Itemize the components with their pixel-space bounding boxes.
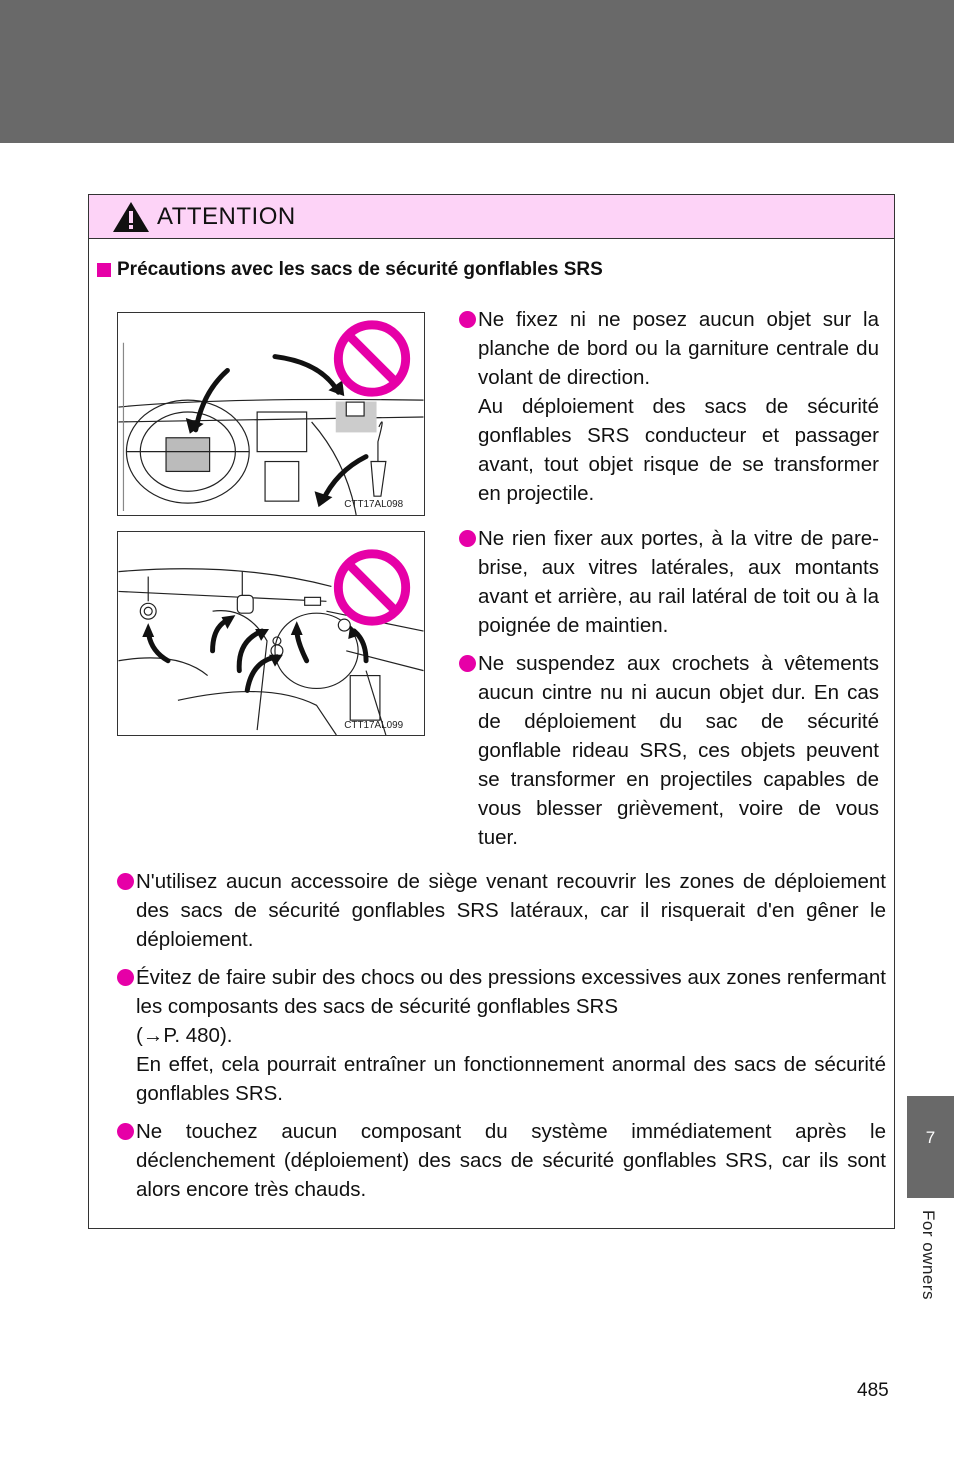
chapter-label: For owners [919,1210,938,1301]
circle-bullet-icon [459,311,476,328]
section-title [97,259,603,281]
circle-bullet-icon [117,1123,134,1140]
prohibition-icon [338,325,405,392]
circle-bullet-icon [117,969,134,986]
page-number: 485 [857,1380,889,1401]
bullet-text-continued: Au déploiement des sacs de sécurité gonflables SRS conducteur et passager avant, tout objet risque de se transformer en projectile. [478,395,879,505]
chapter-number: 7 [925,1128,936,1147]
bullet-doors [459,524,879,640]
square-bullet-icon [97,263,111,277]
warning-triangle-icon [111,200,151,234]
circle-bullet-icon [117,873,134,890]
cabin-illustration [117,531,425,736]
prohibition-icon [338,554,405,621]
header-band [0,0,954,143]
bullet-seat-accessory [117,867,886,954]
illustration-code: CTT17AL098 [344,499,404,511]
dashboard-illustration [117,312,425,516]
warning-box [88,194,895,1229]
circle-bullet-icon [459,655,476,672]
bullet-hot-components [117,1117,886,1204]
illustration-code: CTT17AL099 [344,720,404,732]
warning-header [89,195,894,239]
bullet-text: Ne suspendez aux crochets à vêtements aucun cintre nu ni aucun objet dur. En cas de déploiement du sac de sécurité gonflable rideau SRS, ces objets peuvent se transformer en projectiles capables de vous blesser grièvement, voire de vous tuer. [478,652,879,849]
bullet-text: Ne touchez aucun composant du système immédiatement après le déclenchement (déploiement) des sacs de sécurité gonflables SRS, car ils sont alors encore très chauds. [136,1120,886,1201]
page-reference: (→P. 480). [136,1024,233,1047]
circle-bullet-icon [459,530,476,547]
bullet-text: Ne fixez ni ne posez aucun objet sur la planche de bord ou la garniture centrale du volant de direction. [478,308,879,389]
warning-title: ATTENTION [157,202,296,230]
section-title-text: Précautions avec les sacs de sécurité gonflables SRS [117,259,603,280]
bullet-hooks [459,649,879,852]
bullet-text-continued: En effet, cela pourrait entraîner un fonctionnement anormal des sacs de sécurité gonflables SRS. [136,1053,886,1105]
bullet-dashboard [459,305,879,508]
bullet-text: Ne rien fixer aux portes, à la vitre de pare-brise, aux vitres latérales, aux montants avant et arrière, au rail latéral de toit ou à la poignée de maintien. [478,527,879,637]
bullet-shocks [117,963,886,1108]
bullet-text: N'utilisez aucun accessoire de siège venant recouvrir les zones de déploiement des sacs de sécurité gonflables SRS latéraux, car il risquerait d'en gêner le déploiement. [136,870,886,951]
bullet-text: Évitez de faire subir des chocs ou des pressions excessives aux zones renfermant les composants des sacs de sécurité gonflables SRS [136,966,886,1018]
